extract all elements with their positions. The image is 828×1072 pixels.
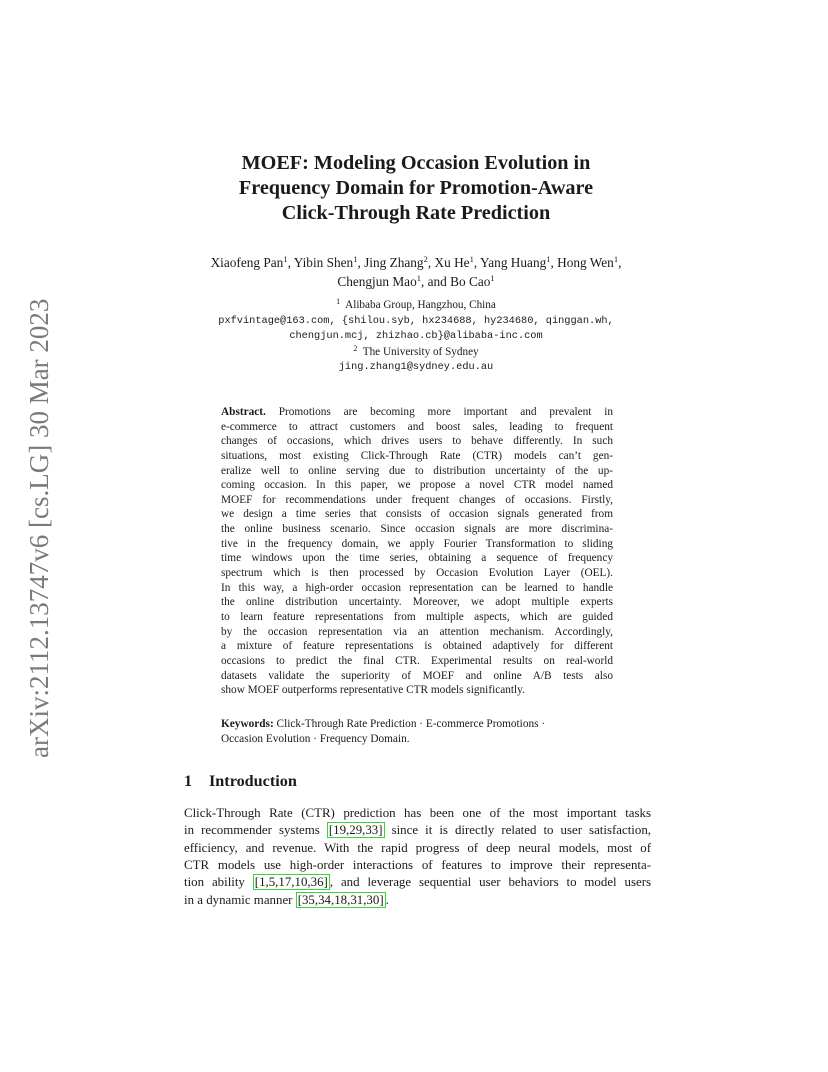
author-list — [160, 254, 672, 292]
abstract-line: occasions to predict the final CTR. Experimental results on real-world — [221, 654, 613, 667]
abstract-line: coming occasion. In this paper, we propose a novel CTR model named — [221, 479, 613, 492]
author-separator: , — [618, 255, 622, 270]
abstract-line: datasets validate the superiority of MOEF and online A/B tests also — [221, 669, 613, 682]
affiliation-name: Alibaba Group, Hangzhou, China — [345, 299, 496, 311]
intro-text: in recommender systems — [184, 823, 327, 838]
affiliation-marker: 2 — [353, 343, 358, 353]
author-name: Bo Cao — [450, 274, 491, 289]
author-separator: , — [287, 255, 294, 270]
abstract-line: tive in the frequency domain, we apply Fourier Transformation to sliding — [221, 537, 613, 550]
affiliation-2 — [160, 345, 672, 361]
abstract-line: to learn feature representations from multiple aspects, which are guided — [221, 610, 613, 623]
keywords-line: Occasion Evolution · Frequency Domain. — [221, 732, 410, 745]
abstract-line: eralize well to online serving due to distribution uncertainty of the up- — [221, 464, 613, 477]
intro-text: tion ability — [184, 875, 253, 890]
abstract-line: we design a time series that consists of occasion signals generated from — [221, 508, 613, 521]
author-separator: , and — [420, 274, 451, 289]
intro-line: efficiency, and revenue. With the rapid progress of deep neural models, most of — [184, 840, 651, 855]
affiliation-marker: 1 — [613, 254, 619, 264]
author-separator: , — [427, 255, 435, 270]
intro-line — [184, 822, 651, 839]
keywords-line — [221, 717, 613, 732]
abstract-line: show MOEF outperforms representative CTR models significantly. — [221, 684, 525, 697]
citation-link[interactable]: [35,34,18,31,30] — [297, 892, 384, 907]
abstract-line: MOEF for recommendations under frequent changes of occasions. Firstly, — [221, 493, 613, 506]
affiliation-marker: 1 — [283, 254, 288, 264]
author-name: Yang Huang — [480, 255, 547, 270]
abstract-line: the online distribution uncertainty. Moreover, we adopt multiple experts — [221, 596, 613, 609]
abstract — [221, 405, 613, 698]
intro-line — [184, 892, 651, 909]
title-line: MOEF: Modeling Occasion Evolution in — [241, 152, 591, 174]
affiliation-1-emails: chengjun.mcj, zhizhao.cb}@alibaba-inc.com — [289, 330, 543, 342]
affiliation-marker: 1 — [353, 254, 358, 264]
section-title: Introduction — [209, 772, 297, 790]
author-name: Xu He — [434, 255, 470, 270]
title-line: Click-Through Rate Prediction — [281, 202, 551, 224]
author-separator: , — [473, 255, 480, 270]
abstract-line: e-commerce to attract customers and boost sales, leading to frequent — [221, 420, 613, 433]
paper-title — [140, 151, 692, 226]
abstract-line — [221, 405, 613, 420]
intro-line: CTR models use high-order interactions of features to improve their representa- — [184, 858, 651, 873]
introduction-paragraph — [184, 805, 651, 909]
arxiv-identifier-stamp: arXiv:2112.13747v6 [cs.LG] 30 Mar 2023 — [24, 298, 54, 758]
affiliations — [160, 298, 672, 376]
abstract-line: by the occasion representation via an attention mechanism. Accordingly, — [221, 625, 613, 638]
abstract-line: changes of occasions, which drives users to behave differently. In such — [221, 435, 613, 448]
section-heading — [184, 771, 297, 791]
abstract-line: spectrum which is then processed by Occasion Evolution Layer (OEL). — [221, 567, 613, 580]
abstract-line: a mixture of feature representations is obtained adaptively for different — [221, 640, 613, 653]
affiliation-marker: 1 — [416, 273, 421, 283]
intro-line: Click-Through Rate (CTR) prediction has been one of the most important tasks — [184, 806, 651, 820]
affiliation-name: The University of Sydney — [362, 345, 479, 358]
author-name: Yibin Shen — [293, 255, 354, 270]
intro-line — [184, 874, 651, 891]
affiliation-marker: 1 — [546, 254, 551, 264]
author-line-1 — [160, 254, 672, 273]
intro-text: since it is directly related to user satisfaction, — [384, 823, 651, 838]
author-separator: , — [550, 255, 558, 270]
citation-link[interactable]: [19,29,33] — [328, 823, 383, 838]
title-line: Frequency Domain for Promotion-Aware — [238, 177, 594, 199]
abstract-line: time windows upon the time series, obtaining a sequence of frequency — [221, 552, 613, 565]
abstract-text: Promotions are becoming more important and prevalent in — [278, 406, 614, 418]
intro-text: . — [385, 892, 389, 907]
abstract-line: the online business scenario. Since occasion signals are more discrimina- — [221, 523, 613, 536]
affiliation-marker: 1 — [490, 273, 495, 283]
intro-text: in a dynamic manner — [184, 892, 296, 907]
intro-text: , and leverage sequential user behaviors to model users — [329, 875, 652, 890]
abstract-label: Abstract. — [221, 406, 266, 418]
affiliation-marker: 2 — [423, 254, 428, 264]
affiliation-1 — [160, 298, 672, 314]
author-name: Jing Zhang — [364, 255, 424, 270]
author-name: Xiaofeng Pan — [210, 255, 284, 270]
abstract-line: In this way, a high-order occasion representation can be learned to handle — [221, 581, 613, 594]
affiliation-2-email: jing.zhang1@sydney.edu.au — [338, 361, 494, 373]
keywords — [221, 717, 613, 746]
section-number: 1 — [184, 772, 193, 790]
affiliation-marker: 1 — [469, 254, 474, 264]
affiliation-1-emails: pxfvintage@163.com, {shilou.syb, hx234688, hy234680, qinggan.wh, — [218, 314, 614, 327]
author-separator: , — [357, 255, 365, 270]
citation-link[interactable]: [1,5,17,10,36] — [254, 875, 328, 890]
author-name: Chengjun Mao — [337, 274, 417, 289]
author-name: Hong Wen — [557, 255, 614, 270]
affiliation-marker: 1 — [336, 297, 341, 306]
keywords-label: Keywords: — [221, 718, 274, 730]
abstract-line: situations, most existing Click-Through Rate (CTR) models can’t gen- — [221, 449, 613, 462]
author-line-2 — [160, 273, 672, 292]
keywords-text: Click-Through Rate Prediction · E-commerce Promotions · — [276, 718, 546, 730]
